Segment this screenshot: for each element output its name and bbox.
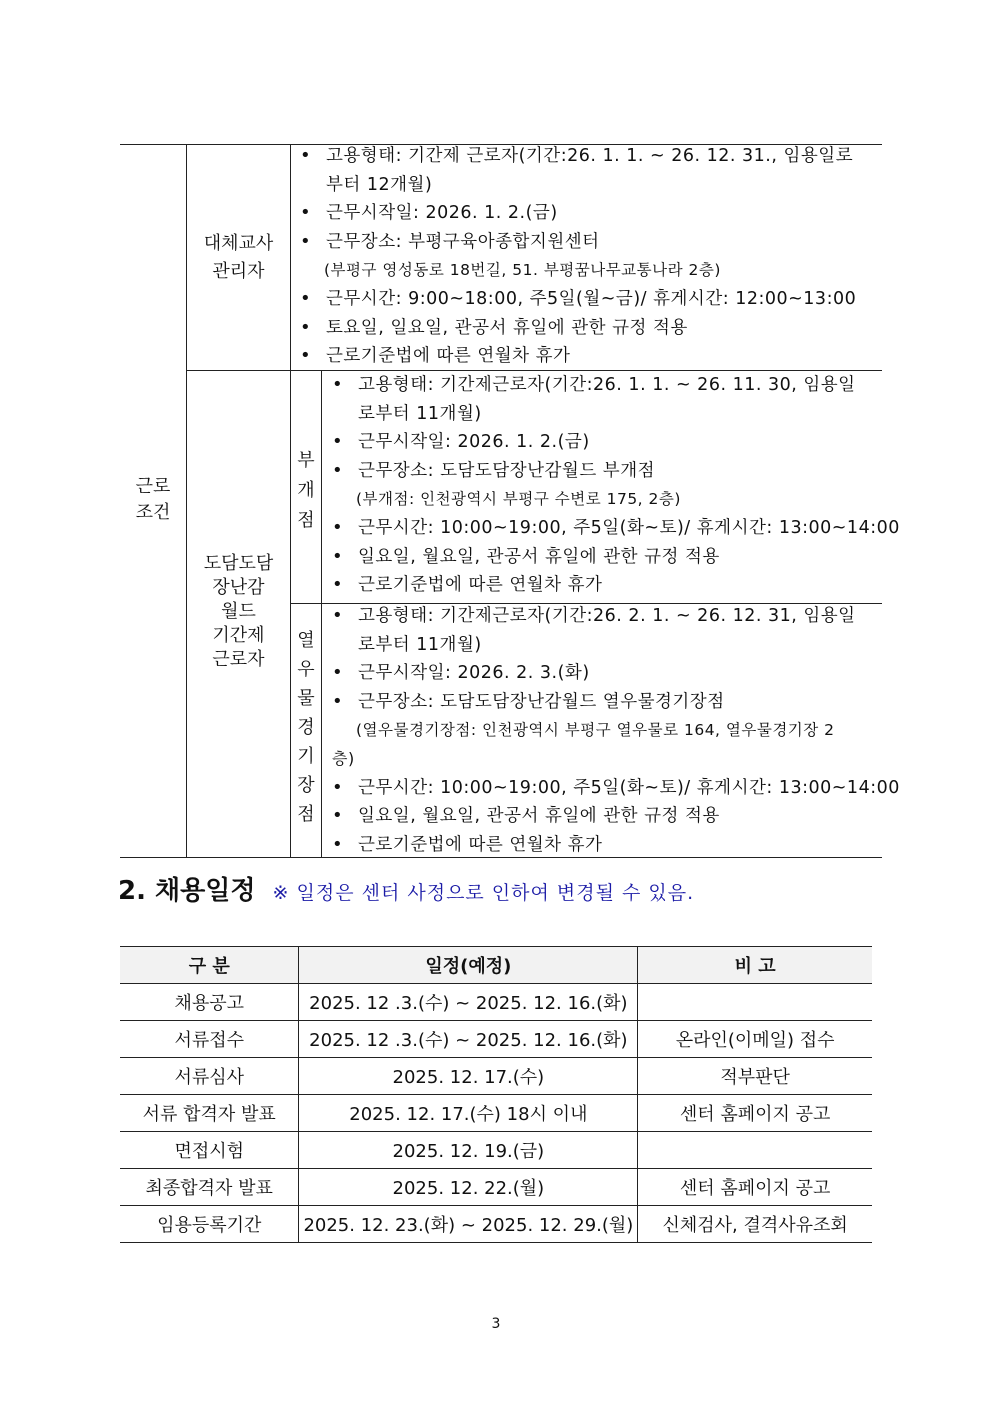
list-item: • 근무장소: 도담도담장난감월드 열우물경기장점 [330,688,878,717]
section-note: ※ 일정은 센터 사정으로 인하여 변경될 수 있음. [272,882,695,904]
table-row [120,1058,872,1095]
schedule-table [120,946,872,1243]
row-schedule: 2025. 12. 19.(금) [299,1132,638,1169]
list-item: • 근로기준법에 따른 연월차 휴가 [330,831,878,860]
branch-name-bugae: 부 개 점 [297,450,315,531]
list-item-address-continued: 층) [332,748,355,768]
table-row [120,1021,872,1058]
branch-name-yeolumul: 열 우 물 경 기 장 점 [297,630,315,825]
list-item-continued: 로부터 11개월) [358,634,482,655]
row-category: 면접시험 [120,1132,299,1169]
list-item-address: (부개점: 인천광역시 부평구 수변로 175, 2층) [356,490,681,509]
list-item-continued: 부터 12개월) [326,174,433,195]
list-item-address: (열우물경기장점: 인천광역시 부평구 열우물로 164, 열우물경기장 2 [356,721,835,740]
list-item: • 고용형태: 기간제근로자(기간:26. 2. 1. ~ 26. 12. 31, 임용일 [330,602,878,631]
list-item: • 근무시간: 9:00~18:00, 주5일(월~금)/ 휴게시간: 12:00~13:00 [298,285,878,314]
col-divider-branch [321,370,322,857]
table-header-row [120,947,872,984]
list-item: • 근로기준법에 따른 연월차 휴가 [298,342,878,371]
list-item-address: (부평구 영성동로 18번길, 51. 부평꿈나무교통나라 2층) [324,261,721,280]
header-remarks: 비 고 [638,947,872,984]
list-item: • 토요일, 일요일, 관공서 휴일에 관한 규정 적용 [298,314,878,343]
row-remarks [638,1132,872,1169]
row-schedule: 2025. 12. 17.(수) [299,1058,638,1095]
row-remarks [638,984,872,1021]
table-row [120,1132,872,1169]
list-item: • 고용형태: 기간제 근로자(기간:26. 1. 1. ~ 26. 12. 31., 임용일로 [298,142,878,171]
list-item: • 근무시작일: 2026. 1. 2.(금) [330,428,878,457]
list-item-continued: 로부터 11개월) [358,403,482,424]
header-schedule: 일정(예정) [299,947,638,984]
list-item: • 근무시간: 10:00~19:00, 주5일(화~토)/ 휴게시간: 13:00~14:00 [330,774,878,803]
role-substitute-manager: 대체교사 관리자 [203,233,274,282]
row-schedule: 2025. 12. 17.(수) 18시 이내 [299,1095,638,1132]
row-remarks: 센터 홈페이지 공고 [638,1169,872,1206]
table-row [120,1095,872,1132]
table-row [120,1169,872,1206]
row-category: 임용등록기간 [120,1206,299,1243]
row-remarks: 신체검사, 결격사유조회 [638,1206,872,1243]
row-remarks: 적부판단 [638,1058,872,1095]
list-item: • 근무시간: 10:00~19:00, 주5일(화~토)/ 휴게시간: 13:00~14:00 [330,514,878,543]
row-category: 서류 합격자 발표 [120,1095,299,1132]
substitute-conditions-list [298,142,878,371]
section-heading [118,870,694,907]
list-item: • 근무장소: 도담도담장난감월드 부개점 [330,457,878,486]
category-label: 근로 조건 [135,476,171,523]
row-category: 서류심사 [120,1058,299,1095]
row-category: 최종합격자 발표 [120,1169,299,1206]
row-schedule: 2025. 12 .3.(수) ~ 2025. 12. 16.(화) [299,1021,638,1058]
row-schedule: 2025. 12 .3.(수) ~ 2025. 12. 16.(화) [299,984,638,1021]
row-remarks: 온라인(이메일) 접수 [638,1021,872,1058]
row-schedule: 2025. 12. 23.(화) ~ 2025. 12. 29.(월) [299,1206,638,1243]
page-number: 3 [491,1316,501,1332]
list-item: • 근로기준법에 따른 연월차 휴가 [330,571,878,600]
list-item: • 근무장소: 부평구육아종합지원센터 [298,228,878,257]
list-item: • 근무시작일: 2026. 1. 2.(금) [298,199,878,228]
header-category: 구 분 [120,947,299,984]
list-item: • 근무시작일: 2026. 2. 3.(화) [330,659,878,688]
table-row [120,984,872,1021]
list-item: • 일요일, 월요일, 관공서 휴일에 관한 규정 적용 [330,543,878,572]
list-item: • 일요일, 월요일, 관공서 휴일에 관한 규정 적용 [330,802,878,831]
row-category: 서류접수 [120,1021,299,1058]
row-remarks: 센터 홈페이지 공고 [638,1095,872,1132]
section-title: 2. 채용일정 [118,876,256,906]
list-item: • 고용형태: 기간제근로자(기간:26. 1. 1. ~ 26. 11. 30, 임용일 [330,371,878,400]
table-row [120,1206,872,1243]
role-playworld-worker: 도담도담 장난감 월드 기간제 근로자 [203,553,274,670]
branch2-conditions-list [330,602,900,859]
row-schedule: 2025. 12. 22.(월) [299,1169,638,1206]
branch1-conditions-list [330,371,900,600]
row-category: 채용공고 [120,984,299,1021]
